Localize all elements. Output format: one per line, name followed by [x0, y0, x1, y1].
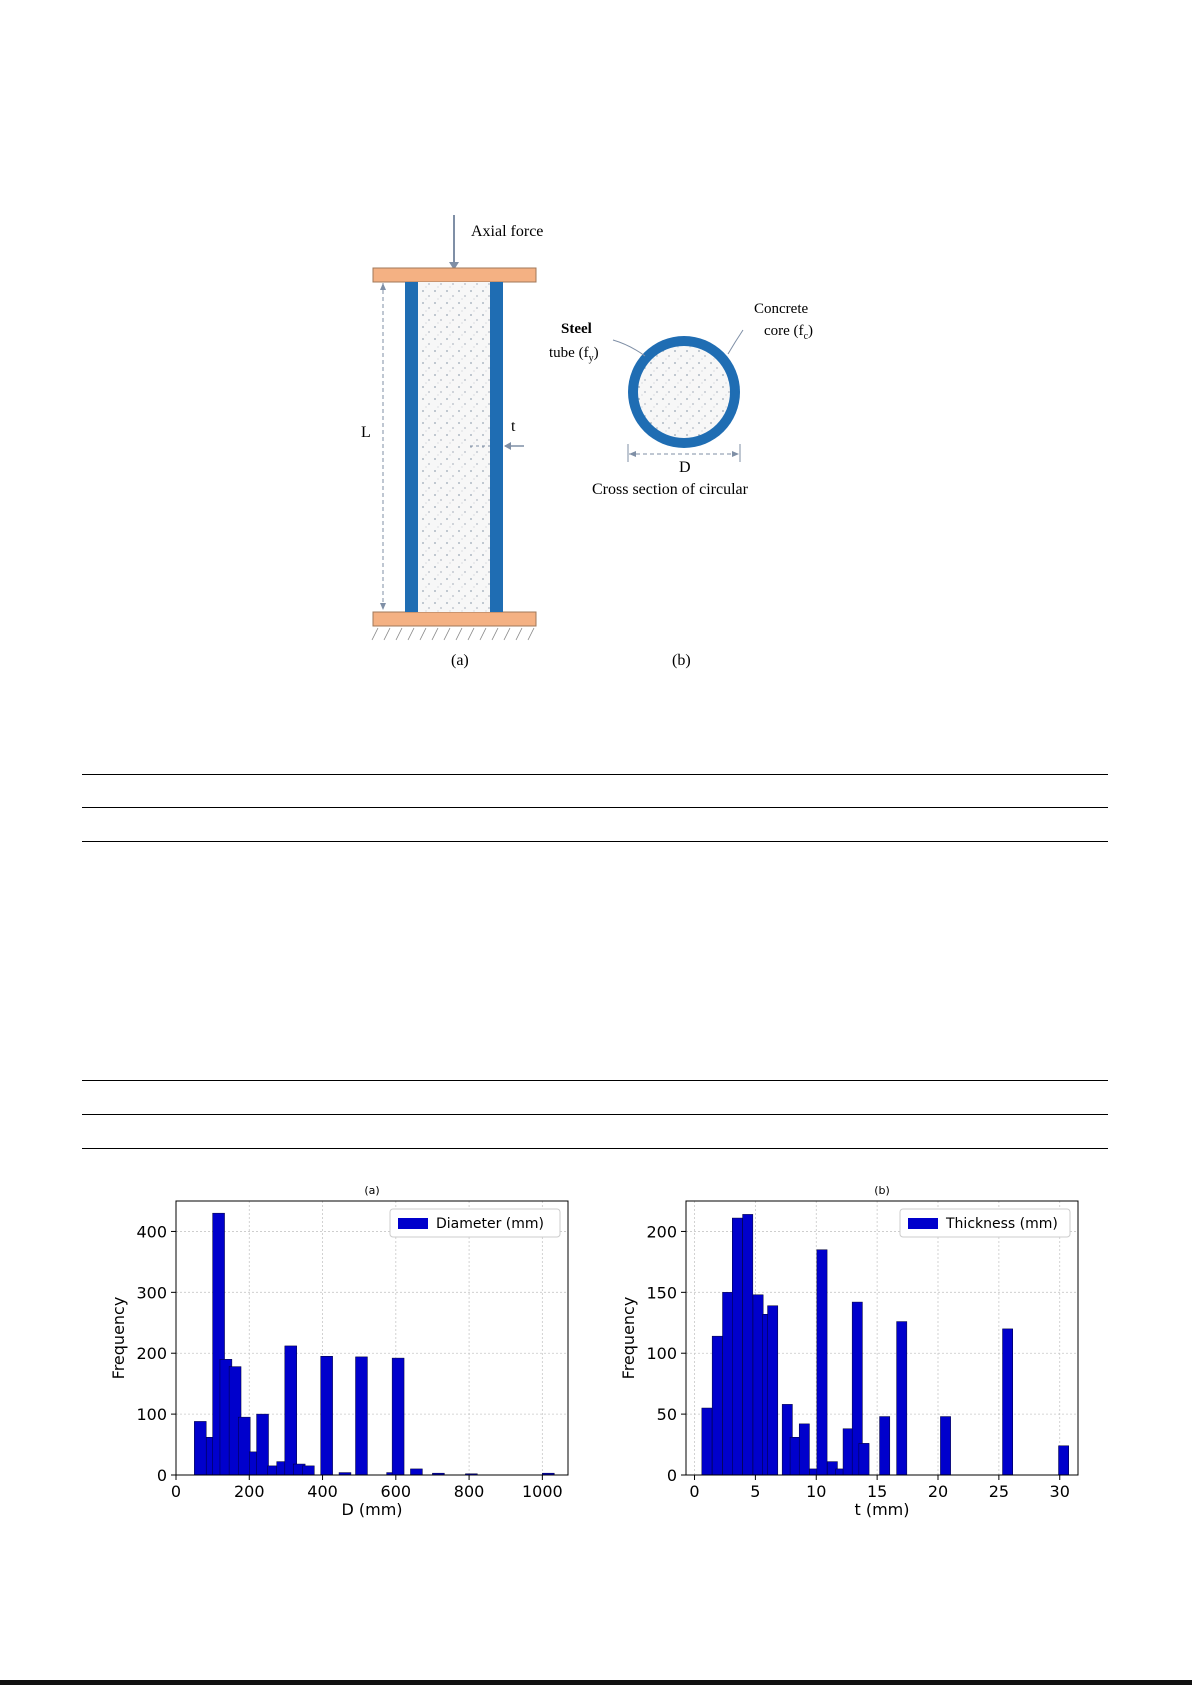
table1-body-rule: [82, 841, 1108, 842]
table2-top-rule: [82, 1080, 1108, 1081]
chart-0-xtick-label-1: 200: [233, 1482, 265, 1501]
bottom-plate: [373, 612, 536, 626]
chart-1-bar-17: [859, 1443, 869, 1475]
chart-0-xtick-label-3: 600: [380, 1482, 412, 1501]
chart-1-xtick-label-6: 30: [1049, 1482, 1070, 1501]
chart-1-xtick-label-2: 10: [806, 1482, 827, 1501]
concrete-leader-line: [728, 330, 743, 354]
chart-0-bar-12: [302, 1466, 314, 1475]
diameter-arrowhead-left: [629, 451, 636, 457]
axial-force-label: Axial force: [471, 223, 544, 240]
chart-1-bar-9: [790, 1437, 800, 1475]
chart-1-ytick-label-0: 0: [666, 1466, 677, 1485]
chart-1-bar-12: [817, 1250, 827, 1475]
steel-label-line1: Steel: [561, 321, 592, 337]
chart-1-ylabel: Frequency: [619, 1296, 638, 1380]
chart-1-title: (b): [874, 1184, 890, 1197]
steel-leader-line: [613, 340, 645, 356]
chart-0-ytick-label-4: 400: [136, 1222, 167, 1242]
chart-1-bar-20: [940, 1417, 950, 1475]
chart-0-bar-15: [356, 1357, 368, 1475]
diameter-arrowhead-right: [732, 451, 739, 457]
chart-1-ytick-label-3: 150: [646, 1283, 677, 1303]
concrete-core-elevation: [418, 282, 490, 612]
chart-0-xtick-label-5: 1000: [521, 1482, 563, 1501]
chart-1-bar-7: [768, 1306, 778, 1475]
chart-1-bar-18: [880, 1417, 890, 1475]
chart-1-xtick-label-1: 5: [750, 1482, 761, 1501]
support-hatching: [372, 628, 534, 640]
concrete-label-line2: core $(f_c)$: [764, 323, 814, 342]
chart-0-bar-18: [410, 1469, 422, 1475]
chart-1-legend-label: Thickness (mm): [946, 1216, 1058, 1232]
cfst-schematic-figure: [0, 190, 1192, 680]
chart-1-ytick-label-1: 50: [656, 1405, 677, 1425]
chart-0-title: (a): [364, 1184, 380, 1197]
chart-1-bar-0: [702, 1408, 712, 1475]
chart-0-bar-13: [321, 1356, 333, 1475]
chart-0-bar-7: [257, 1414, 269, 1475]
steel-label-line2: tube $(f_y)$: [549, 345, 599, 364]
steel-tube-right-wall: [490, 282, 503, 612]
chart-1-bar-4: [743, 1214, 753, 1475]
chart-1-bar-10: [799, 1424, 809, 1475]
chart-0-xlabel: D (mm): [341, 1500, 403, 1519]
chart-0-ytick-label-1: 100: [136, 1405, 167, 1425]
table1-top-rule: [82, 774, 1108, 775]
diameter-label: D: [679, 459, 691, 476]
length-label: L: [361, 424, 371, 441]
chart-0-ytick-label-3: 300: [136, 1283, 167, 1303]
steel-tube-left-wall: [405, 282, 418, 612]
chart-0-ytick-label-2: 200: [136, 1344, 167, 1364]
length-arrowhead-top: [380, 283, 386, 290]
table2-body-rule: [82, 1148, 1108, 1149]
chart-0-bar-0: [194, 1421, 206, 1475]
top-plate: [373, 268, 536, 282]
concrete-core-cross-section: [638, 346, 730, 438]
chart-1-ytick-label-2: 100: [646, 1344, 677, 1364]
chart-0-bar-5: [238, 1417, 250, 1475]
chart-1-xlabel: t (mm): [854, 1500, 910, 1519]
chart-1-bar-3: [732, 1218, 742, 1475]
thickness-arrowhead: [504, 442, 511, 450]
chart-1-xtick-label-3: 15: [866, 1482, 888, 1501]
page-bottom-bar: [0, 1680, 1192, 1685]
chart-0-xtick-label-2: 400: [307, 1482, 338, 1501]
chart-0-ylabel: Frequency: [109, 1296, 128, 1380]
thickness-label: t: [511, 418, 516, 435]
chart-0-xtick-label-0: 0: [170, 1482, 182, 1501]
chart-1-bar-5: [753, 1295, 763, 1475]
thickness-histogram: [610, 1175, 1090, 1525]
table2-header-rule: [82, 1114, 1108, 1115]
panel-a-label: (a): [451, 652, 469, 669]
chart-0-bar-10: [285, 1346, 297, 1475]
chart-1-xtick-label-4: 20: [927, 1482, 949, 1501]
chart-1-legend-swatch: [908, 1218, 938, 1229]
chart-1-xtick-label-5: 25: [988, 1482, 1010, 1501]
chart-1-bar-15: [843, 1429, 853, 1475]
chart-1-bar-21: [1003, 1329, 1013, 1475]
chart-0-bar-17: [392, 1358, 404, 1475]
concrete-label-line1: Concrete: [754, 301, 809, 317]
cross-section-caption: Cross section of circular: [592, 481, 748, 498]
chart-0-legend-label: Diameter (mm): [436, 1216, 545, 1232]
chart-1-bar-1: [712, 1336, 722, 1475]
chart-1-bar-22: [1059, 1446, 1069, 1475]
diameter-histogram: [100, 1175, 580, 1525]
chart-1-bar-19: [897, 1322, 907, 1475]
chart-1-bar-2: [723, 1292, 733, 1475]
chart-1-ytick-label-4: 200: [646, 1222, 677, 1242]
length-arrowhead-bottom: [380, 603, 386, 610]
chart-0-ytick-label-0: 0: [156, 1466, 167, 1485]
table1-header-rule: [82, 807, 1108, 808]
chart-0-legend-swatch: [398, 1218, 428, 1229]
panel-b-label: (b): [672, 652, 691, 669]
chart-0-xtick-label-4: 800: [453, 1482, 485, 1501]
chart-1-xtick-label-0: 0: [689, 1482, 700, 1501]
